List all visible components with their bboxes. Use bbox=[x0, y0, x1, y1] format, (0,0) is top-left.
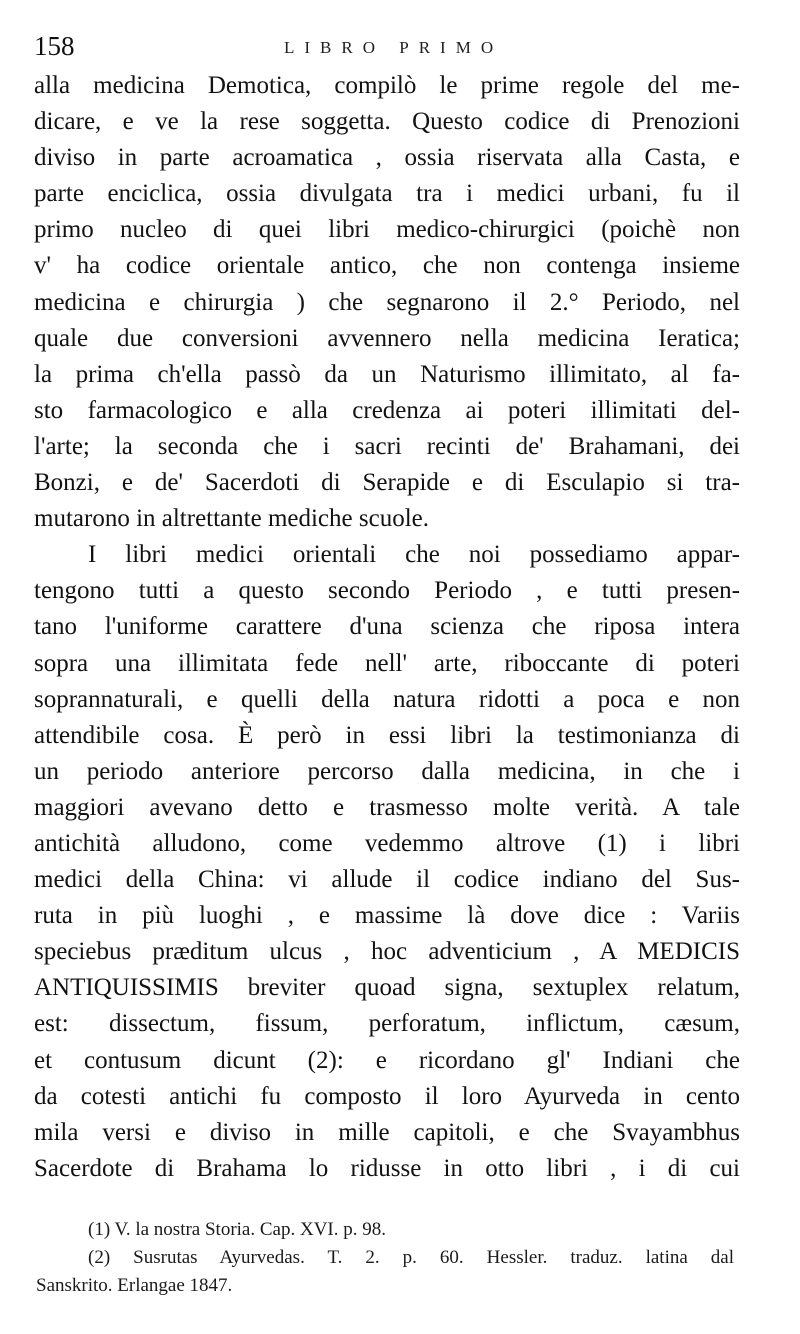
page-number: 158 bbox=[34, 31, 75, 61]
text-line: parte enciclica, ossia divulgata tra i medici urbani, fu il bbox=[34, 180, 740, 208]
text-line: tengono tutti a questo secondo Periodo , e tutti presen- bbox=[34, 577, 740, 605]
text-line: mutarono in altrettante mediche scuole. bbox=[34, 505, 429, 533]
text-line: est: dissectum, fissum, perforatum, inflictum, cæsum, bbox=[34, 1010, 740, 1038]
text-line: attendibile cosa. È però in essi libri la testimonianza di bbox=[34, 721, 740, 749]
text-line: alla medicina Demotica, compilò le prime regole del me- bbox=[34, 72, 740, 99]
text-line: la prima ch'ella passò da un Naturismo illimitato, al fa- bbox=[34, 360, 740, 388]
text-line: primo nucleo di quei libri medico-chirurgici (poichè non bbox=[34, 216, 740, 244]
text-line: medicina e chirurgia ) che segnarono il 2.° Periodo, nel bbox=[34, 288, 740, 316]
text-line: Sacerdote di Brahama lo ridusse in otto libri , i di cui bbox=[34, 1154, 740, 1182]
footnote-2-continuation bbox=[34, 1272, 734, 1300]
text-line: ANTIQUISSIMIS breviter quoad signa, sextuplex relatum, bbox=[34, 974, 740, 1002]
text-line: sopra una illimitata fede nell' arte, riboccante di poteri bbox=[34, 649, 740, 677]
text-line: diviso in parte acroamatica , ossia riservata alla Casta, e bbox=[34, 144, 740, 172]
text-line: ruta in più luoghi , e massime là dove dice : Variis bbox=[34, 902, 740, 930]
running-head: LIBRO PRIMO bbox=[284, 38, 504, 57]
text-line: medici della China: vi allude il codice indiano del Sus- bbox=[34, 866, 740, 894]
text-line: antichità alludono, come vedemmo altrove (1) i libri bbox=[34, 829, 740, 857]
text-line: mila versi e diviso in mille capitoli, e che Svayambhus bbox=[34, 1118, 740, 1146]
page-header bbox=[34, 30, 740, 62]
footnote-line: (2) Susrutas Ayurvedas. T. 2. p. 60. Hessler. traduz. latina dal bbox=[88, 1247, 734, 1268]
text-line: quale due conversioni avvennero nella medicina Ieratica; bbox=[34, 324, 740, 352]
text-line: tano l'uniforme carattere d'una scienza che riposa intera bbox=[34, 613, 740, 641]
body-text bbox=[34, 68, 740, 1187]
text-line: I libri medici orientali che noi possediamo appar- bbox=[88, 541, 740, 569]
text-line: l'arte; la seconda che i sacri recinti de' Brahamani, dei bbox=[34, 432, 740, 460]
text-line: dicare, e ve la rese soggetta. Questo codice di Prenozioni bbox=[34, 108, 740, 136]
text-line: sto farmacologico e alla credenza ai poteri illimitati del- bbox=[34, 396, 740, 424]
text-line: speciebus præditum ulcus , hoc adventicium , A MEDICIS bbox=[34, 938, 740, 966]
paragraph-2 bbox=[34, 537, 740, 1187]
footnote-2 bbox=[34, 1244, 734, 1272]
book-page bbox=[34, 30, 740, 1320]
footnote-1 bbox=[34, 1216, 734, 1244]
footnote-line: Sanskrito. Erlangae 1847. bbox=[36, 1275, 233, 1296]
text-line: et contusum dicunt (2): e ricordano gl' Indiani che bbox=[34, 1046, 740, 1074]
text-line: maggiori avevano detto e trasmesso molte verità. A tale bbox=[34, 793, 740, 821]
text-line: da cotesti antichi fu composto il loro Ayurveda in cento bbox=[34, 1082, 740, 1110]
footnotes bbox=[34, 1216, 734, 1300]
paragraph-1 bbox=[34, 68, 740, 537]
text-line: un periodo anteriore percorso dalla medicina, in che i bbox=[34, 757, 740, 785]
text-line: v' ha codice orientale antico, che non contenga insieme bbox=[34, 252, 740, 280]
footnote-line: (1) V. la nostra Storia. Cap. XVI. p. 98. bbox=[88, 1219, 386, 1240]
text-line: Bonzi, e de' Sacerdoti di Serapide e di Esculapio si tra- bbox=[34, 469, 740, 497]
text-line: soprannaturali, e quelli della natura ridotti a poca e non bbox=[34, 685, 740, 713]
